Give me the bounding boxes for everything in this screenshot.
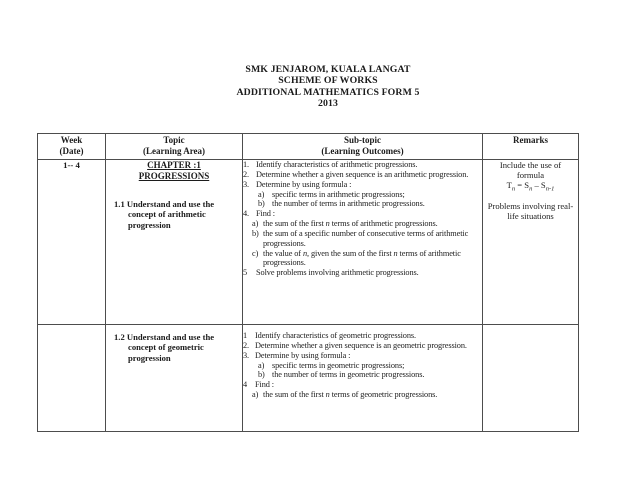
remark-text: life situations bbox=[507, 210, 554, 221]
outcome-text: Identify characteristics of geometric progressions. bbox=[255, 331, 417, 340]
learning-objective: 1.1 Understand and use the concept of arithmetic progression bbox=[114, 199, 215, 230]
outcome-text: Find : bbox=[255, 380, 274, 390]
outcome-line bbox=[243, 209, 482, 219]
remark-text: formula bbox=[516, 170, 545, 181]
table-header-row bbox=[38, 134, 579, 160]
outcome-letter: b) bbox=[258, 370, 265, 380]
remarks-cell bbox=[483, 160, 579, 325]
outcome-subline bbox=[258, 199, 482, 209]
remarks-cell-empty bbox=[483, 325, 579, 432]
outcome-number: 2. bbox=[243, 340, 250, 350]
chapter-heading-line1: CHAPTER :1 bbox=[147, 160, 201, 170]
outcome-text: Identify characteristics of arithmetic progressions. bbox=[256, 160, 418, 169]
outcome-subline bbox=[252, 229, 482, 249]
outcome-letter: b) bbox=[252, 228, 259, 238]
topic-cell bbox=[106, 325, 243, 432]
outcome-line bbox=[243, 331, 482, 341]
learning-objective: 1.2 Understand and use the concept of geometric progression bbox=[114, 332, 215, 363]
outcome-text: the sum of the first n terms of geometric progressions. bbox=[263, 390, 438, 400]
outcome-number: 4 bbox=[243, 380, 248, 390]
week-value: 1-- 4 bbox=[63, 160, 80, 170]
week-cell-empty bbox=[38, 325, 106, 432]
outcome-text: Determine whether a given sequence is an geometric progression. bbox=[255, 340, 467, 350]
outcome-text: Find : bbox=[256, 209, 275, 219]
outcome-letter: a) bbox=[258, 360, 265, 370]
table-row-2 bbox=[38, 325, 579, 432]
week-cell bbox=[38, 160, 106, 325]
outcome-line bbox=[243, 170, 482, 180]
remark-text: Problems involving real- bbox=[487, 200, 574, 211]
outcome-text: the value of n, given the sum of the first n terms of arithmetic progressions. bbox=[263, 248, 461, 268]
scheme-of-works-table bbox=[37, 133, 579, 432]
chapter-heading-line2: PROGRESSIONS bbox=[138, 171, 210, 181]
outcome-subline bbox=[252, 219, 482, 229]
col-header-remarks: Remarks bbox=[483, 134, 579, 160]
outcome-line bbox=[243, 180, 482, 190]
outcome-subline bbox=[252, 390, 482, 400]
outcome-line bbox=[243, 341, 482, 351]
document-type: SCHEME OF WORKS bbox=[278, 75, 378, 87]
outcome-subline bbox=[258, 190, 482, 200]
document-header bbox=[8, 64, 640, 110]
outcome-text: specific terms in geometric progressions; bbox=[272, 360, 405, 370]
col-header-topic: Topic (Learning Area) bbox=[106, 134, 243, 160]
table-row-1 bbox=[38, 160, 579, 325]
subject-title: ADDITIONAL MATHEMATICS FORM 5 bbox=[236, 86, 420, 98]
outcome-text: the number of terms in arithmetic progressions. bbox=[272, 199, 425, 209]
outcome-number: 4. bbox=[243, 209, 250, 219]
outcome-number: 3. bbox=[243, 179, 250, 189]
outcome-text: Solve problems involving arithmetic progressions. bbox=[256, 268, 419, 278]
remark-formula: $T_n = S_n - S_{n-1}$ bbox=[506, 180, 555, 194]
outcome-subline bbox=[252, 249, 482, 269]
outcome-number: 2. bbox=[243, 169, 250, 179]
outcome-text: the sum of a specific number of consecutive terms of arithmetic progressions. bbox=[263, 228, 469, 248]
outcome-text: the number of terms in geometric progressions. bbox=[272, 370, 425, 380]
outcome-number: 5 bbox=[243, 268, 248, 278]
col-header-subtopic: Sub-topic (Learning Outcomes) bbox=[243, 134, 483, 160]
outcome-letter: b) bbox=[258, 199, 265, 209]
outcome-number: 3. bbox=[243, 350, 250, 360]
outcome-text: Determine by using formula : bbox=[256, 179, 352, 189]
col-header-week: Week (Date) bbox=[38, 134, 106, 160]
remark-text: Include the use of bbox=[499, 160, 562, 170]
outcome-line bbox=[243, 268, 482, 278]
outcome-line bbox=[243, 160, 482, 170]
outcome-text: Determine by using formula : bbox=[255, 350, 351, 360]
outcome-letter: c) bbox=[252, 248, 259, 258]
outcome-text: specific terms in arithmetic progressions; bbox=[272, 189, 405, 199]
outcome-number: 1 bbox=[243, 331, 248, 340]
subtopic-cell bbox=[243, 160, 483, 325]
outcome-letter: a) bbox=[258, 189, 265, 199]
outcome-line bbox=[243, 380, 482, 390]
outcome-line bbox=[243, 351, 482, 361]
year: 2013 bbox=[318, 98, 338, 110]
outcome-subline bbox=[258, 361, 482, 371]
topic-cell bbox=[106, 160, 243, 325]
outcome-letter: a) bbox=[252, 390, 259, 400]
outcome-number: 1. bbox=[243, 160, 250, 169]
subtopic-cell bbox=[243, 325, 483, 432]
outcome-subline bbox=[258, 370, 482, 380]
school-name: SMK JENJAROM, KUALA LANGAT bbox=[245, 64, 411, 75]
outcome-text: the sum of the first n terms of arithmetic progressions. bbox=[263, 219, 438, 229]
outcome-letter: a) bbox=[252, 219, 259, 229]
outcome-text: Determine whether a given sequence is an arithmetic progression. bbox=[256, 169, 469, 179]
